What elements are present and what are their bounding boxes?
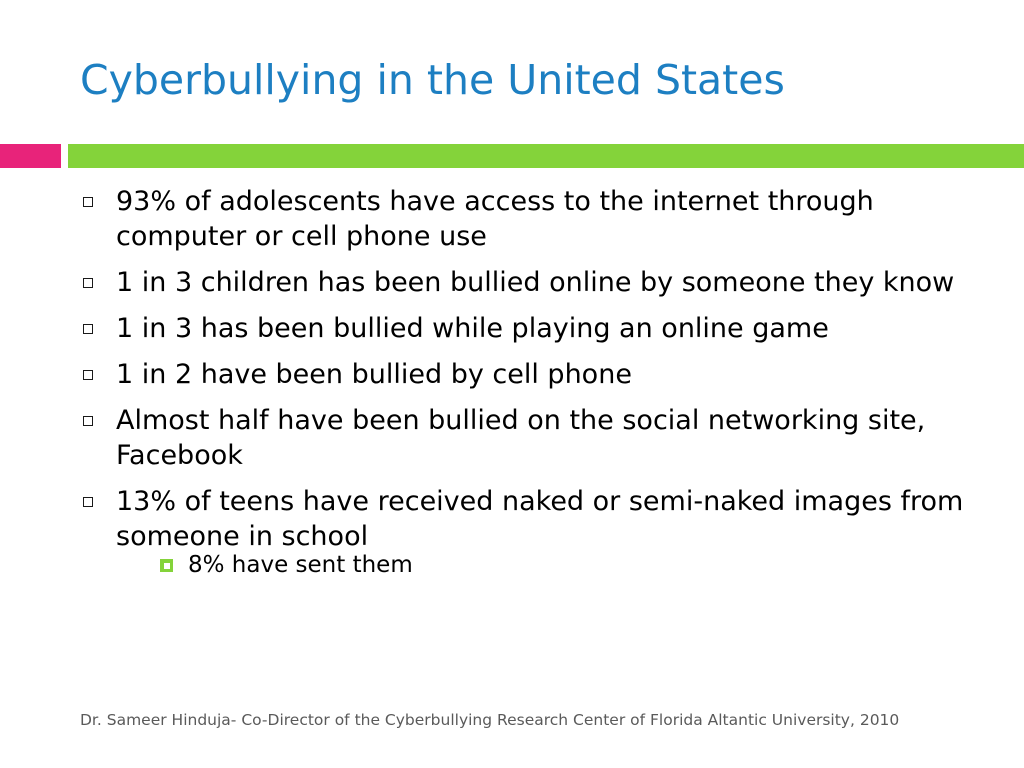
accent-bar-green [68, 144, 1024, 168]
square-bullet-icon [83, 324, 93, 334]
bullet-text: 93% of adolescents have access to the internet through computer or cell phone use [116, 186, 874, 252]
bullet-text: 1 in 2 have been bullied by cell phone [116, 359, 632, 390]
bullet-text: 1 in 3 has been bullied while playing an online game [116, 313, 829, 344]
bullet-item [80, 265, 980, 300]
square-bullet-icon [83, 278, 93, 288]
bullet-item [80, 311, 980, 346]
square-bullet-icon [83, 197, 93, 207]
green-square-bullet-icon [160, 559, 173, 572]
bullet-text: 13% of teens have received naked or semi-naked images from someone in school [116, 486, 964, 552]
accent-bar-pink [0, 144, 61, 168]
square-bullet-icon [83, 497, 93, 507]
bullet-list [80, 184, 980, 591]
bullet-text: 1 in 3 children has been bullied online by someone they know [116, 267, 955, 298]
bullet-item [80, 403, 980, 473]
sub-bullet-text: 8% have sent them [188, 552, 413, 578]
bullet-item [80, 357, 980, 392]
sub-bullet-list [116, 550, 980, 580]
square-bullet-icon [83, 370, 93, 380]
footer-citation: Dr. Sameer Hinduja- Co-Director of the Cyberbullying Research Center of Florida Altantic University, 2010 [80, 711, 900, 729]
bullet-text: Almost half have been bullied on the social networking site, Facebook [116, 405, 926, 471]
square-bullet-icon [83, 416, 93, 426]
bullet-item [80, 484, 980, 580]
sub-bullet-item [116, 550, 980, 580]
slide-title: Cyberbullying in the United States [80, 56, 785, 104]
bullet-item [80, 184, 980, 254]
